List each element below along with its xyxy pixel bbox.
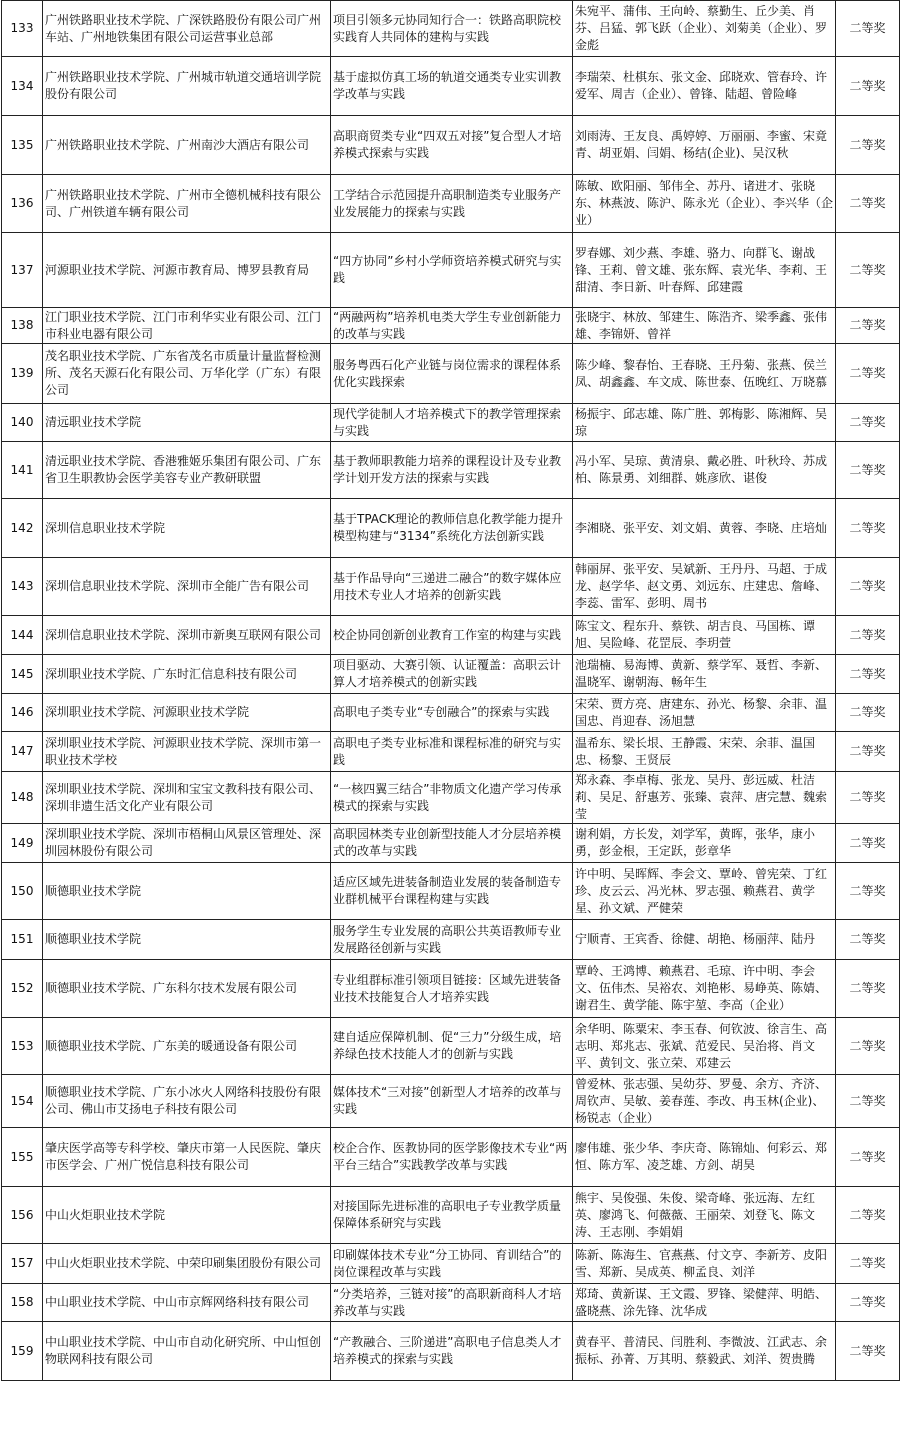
project-name: 服务学生专业发展的高职公共英语教师专业发展路径创新与实践 <box>331 920 573 960</box>
award-level: 二等奖 <box>836 863 900 920</box>
award-level: 二等奖 <box>836 1128 900 1187</box>
completing-units: 深圳信息职业技术学院、深圳市新奥互联网有限公司 <box>43 616 331 655</box>
row-number: 139 <box>2 344 43 404</box>
award-level: 二等奖 <box>836 655 900 694</box>
team-members: 陈新、陈海生、官燕燕、付文亨、李新芳、皮阳雪、郑新、吴成英、柳孟良、刘洋 <box>573 1244 836 1284</box>
completing-units: 深圳职业技术学院、河源职业技术学院 <box>43 694 331 732</box>
team-members: 郑琦、黄新谋、王文霞、罗锋、梁健萍、明皓、盛晓燕、涂先锋、沈华成 <box>573 1284 836 1322</box>
completing-units: 广州铁路职业技术学院、广深铁路股份有限公司广州车站、广州地铁集团有限公司运营事业总部 <box>43 1 331 57</box>
team-members: 宁顺青、王宾香、徐健、胡艳、杨丽萍、陆丹 <box>573 920 836 960</box>
completing-units: 中山火炬职业技术学院、中荣印刷集团股份有限公司 <box>43 1244 331 1284</box>
completing-units: 肇庆医学高等专科学校、肇庆市第一人民医院、肇庆市医学会、广州广悦信息科技有限公司 <box>43 1128 331 1187</box>
table-row <box>2 655 900 694</box>
table-row <box>2 1284 900 1322</box>
table-row <box>2 308 900 344</box>
award-level: 二等奖 <box>836 233 900 308</box>
team-members: 罗春娜、刘少燕、李雄、骆力、向群飞、谢战锋、王莉、曾文雄、张东辉、袁光华、李莉、王甜清、李日新、叶春辉、邱建霞 <box>573 233 836 308</box>
completing-units: 深圳职业技术学院、深圳市梧桐山风景区管理处、深圳园林股份有限公司 <box>43 824 331 863</box>
table-row <box>2 233 900 308</box>
team-members: 廖伟雄、张少华、李庆奇、陈锦灿、何彩云、郑恒、陈方军、凌芝雄、方剑、胡昊 <box>573 1128 836 1187</box>
row-number: 156 <box>2 1187 43 1244</box>
completing-units: 广州铁路职业技术学院、广州南沙大酒店有限公司 <box>43 116 331 175</box>
completing-units: 深圳职业技术学院、广东时汇信息科技有限公司 <box>43 655 331 694</box>
project-name: 对接国际先进标准的高职电子专业教学质量保障体系研究与实践 <box>331 1187 573 1244</box>
team-members: 李瑞荣、杜棋东、张文金、邱晓欢、管春玲、许爱军、周吉（企业）、曾锋、陆超、曾险峰 <box>573 57 836 116</box>
project-name: 适应区域先进装备制造业发展的装备制造专业群机械平台课程构建与实践 <box>331 863 573 920</box>
project-name: 基于虚拟仿真工场的轨道交通类专业实训教学改革与实践 <box>331 57 573 116</box>
table-row <box>2 57 900 116</box>
award-level: 二等奖 <box>836 732 900 772</box>
table-row <box>2 442 900 499</box>
award-level: 二等奖 <box>836 442 900 499</box>
row-number: 145 <box>2 655 43 694</box>
row-number: 140 <box>2 404 43 442</box>
table-row <box>2 175 900 233</box>
table-row <box>2 116 900 175</box>
row-number: 152 <box>2 960 43 1018</box>
team-members: 熊宇、吴俊强、朱俊、梁奇峰、张远海、左红英、廖鸿飞、何薇薇、王丽荣、刘登飞、陈文涛、王志刚、李娟娟 <box>573 1187 836 1244</box>
project-name: “分类培养，三链对接”的高职新商科人才培养改革与实践 <box>331 1284 573 1322</box>
table-row <box>2 1018 900 1075</box>
team-members: 温希东、梁长垠、王静霞、宋荣、余菲、温国忠、杨黎、王贤辰 <box>573 732 836 772</box>
project-name: 基于教师职教能力培养的课程设计及专业教学计划开发方法的探索与实践 <box>331 442 573 499</box>
project-name: 建自适应保障机制、促“三力”分级生成，培养绿色技术技能人才的创新与实践 <box>331 1018 573 1075</box>
project-name: “一核四翼三结合”非物质文化遗产学习传承模式的探索与实践 <box>331 772 573 824</box>
awards-table-body <box>2 1 900 1381</box>
table-row <box>2 772 900 824</box>
table-row <box>2 824 900 863</box>
award-level: 二等奖 <box>836 920 900 960</box>
table-row <box>2 1187 900 1244</box>
table-row <box>2 499 900 558</box>
team-members: 余华明、陈粟宋、李玉春、何钦波、徐言生、高志明、郑兆志、张斌、范爱民、吴治将、肖文平、黄钊文、张立荣、邓建云 <box>573 1018 836 1075</box>
award-level: 二等奖 <box>836 1284 900 1322</box>
completing-units: 江门职业技术学院、江门市利华实业有限公司、江门市科业电器有限公司 <box>43 308 331 344</box>
row-number: 134 <box>2 57 43 116</box>
award-level: 二等奖 <box>836 960 900 1018</box>
project-name: 现代学徒制人才培养模式下的教学管理探索与实践 <box>331 404 573 442</box>
project-name: 印刷媒体技术专业“分工协同、育训结合”的岗位课程改革与实践 <box>331 1244 573 1284</box>
project-name: 高职电子类专业标准和课程标准的研究与实践 <box>331 732 573 772</box>
completing-units: 顺德职业技术学院、广东美的暖通设备有限公司 <box>43 1018 331 1075</box>
award-level: 二等奖 <box>836 175 900 233</box>
award-level: 二等奖 <box>836 772 900 824</box>
team-members: 黄春平、普清民、闫胜利、李微波、江武志、余振标、孙菁、万其明、蔡毅武、刘洋、贺贵腾 <box>573 1322 836 1381</box>
completing-units: 广州铁路职业技术学院、广州市全德机械科技有限公司、广州铁道车辆有限公司 <box>43 175 331 233</box>
award-level: 二等奖 <box>836 1 900 57</box>
project-name: 项目引领多元协同知行合一：铁路高职院校实践育人共同体的建构与实践 <box>331 1 573 57</box>
project-name: 项目驱动、大赛引领、认证覆盖：高职云计算人才培养模式的创新实践 <box>331 655 573 694</box>
completing-units: 中山职业技术学院、中山市京辉网络科技有限公司 <box>43 1284 331 1322</box>
table-row <box>2 1075 900 1128</box>
completing-units: 广州铁路职业技术学院、广州城市轨道交通培训学院股份有限公司 <box>43 57 331 116</box>
row-number: 146 <box>2 694 43 732</box>
row-number: 151 <box>2 920 43 960</box>
award-level: 二等奖 <box>836 1075 900 1128</box>
project-name: 校企协同创新创业教育工作室的构建与实践 <box>331 616 573 655</box>
table-row <box>2 616 900 655</box>
award-level: 二等奖 <box>836 57 900 116</box>
team-members: 李湘晓、张平安、刘文娟、黄蓉、李晓、庄培灿 <box>573 499 836 558</box>
team-members: 韩丽屏、张平安、吴斌新、王丹丹、马超、于成龙、赵学华、赵文勇、刘远东、庄建忠、詹峰、李蕊、雷军、彭明、周书 <box>573 558 836 616</box>
completing-units: 顺德职业技术学院 <box>43 863 331 920</box>
team-members: 张晓宇、林放、邹建生、陈浩齐、梁季鑫、张伟雄、李锦妍、曾祥 <box>573 308 836 344</box>
team-members: 宋荣、贾方亮、唐建东、孙光、杨黎、余菲、温国忠、肖迎春、汤旭慧 <box>573 694 836 732</box>
table-row <box>2 1128 900 1187</box>
row-number: 137 <box>2 233 43 308</box>
award-level: 二等奖 <box>836 1244 900 1284</box>
row-number: 135 <box>2 116 43 175</box>
row-number: 159 <box>2 1322 43 1381</box>
row-number: 148 <box>2 772 43 824</box>
completing-units: 中山火炬职业技术学院 <box>43 1187 331 1244</box>
award-level: 二等奖 <box>836 558 900 616</box>
row-number: 155 <box>2 1128 43 1187</box>
completing-units: 深圳职业技术学院、深圳和宝宝文教科技有限公司、深圳非遗生活文化产业有限公司 <box>43 772 331 824</box>
team-members: 郑永森、李卓梅、张龙、吴丹、彭远威、杜洁莉、吴足、舒惠芳、张臻、袁萍、唐完慧、魏索莹 <box>573 772 836 824</box>
completing-units: 顺德职业技术学院、广东小冰火人网络科技股份有限公司、佛山市艾扬电子科技有限公司 <box>43 1075 331 1128</box>
completing-units: 河源职业技术学院、河源市教育局、博罗县教育局 <box>43 233 331 308</box>
project-name: “四方协同”乡村小学师资培养模式研究与实践 <box>331 233 573 308</box>
team-members: 朱宛平、蒲伟、王向岭、蔡勤生、丘少美、肖芬、吕猛、郭飞跃（企业）、刘菊美（企业）、罗金彪 <box>573 1 836 57</box>
team-members: 杨振宇、邱志雄、陈广胜、郭梅影、陈湘辉、吴琼 <box>573 404 836 442</box>
award-level: 二等奖 <box>836 694 900 732</box>
award-level: 二等奖 <box>836 824 900 863</box>
row-number: 143 <box>2 558 43 616</box>
row-number: 138 <box>2 308 43 344</box>
project-name: “产教融合、三阶递进”高职电子信息类人才培养模式的探索与实践 <box>331 1322 573 1381</box>
table-row <box>2 694 900 732</box>
award-level: 二等奖 <box>836 344 900 404</box>
table-row <box>2 1244 900 1284</box>
team-members: 陈敏、欧阳丽、邹伟全、苏丹、诸进才、张晓东、林燕波、陈沪、陈永光（企业）、李兴华（企业） <box>573 175 836 233</box>
project-name: 基于作品导向“三递进二融合”的数字媒体应用技术专业人才培养的创新实践 <box>331 558 573 616</box>
table-row <box>2 1322 900 1381</box>
team-members: 冯小军、吴琼、黄清泉、戴必胜、叶秋玲、苏成柏、陈景勇、刘细群、姚彦欣、谌俊 <box>573 442 836 499</box>
awards-table <box>1 0 900 1381</box>
completing-units: 深圳信息职业技术学院 <box>43 499 331 558</box>
row-number: 154 <box>2 1075 43 1128</box>
table-row <box>2 863 900 920</box>
project-name: 高职电子类专业“专创融合”的探索与实践 <box>331 694 573 732</box>
row-number: 141 <box>2 442 43 499</box>
completing-units: 清远职业技术学院 <box>43 404 331 442</box>
project-name: 校企合作、医教协同的医学影像技术专业“两平台三结合”实践教学改革与实践 <box>331 1128 573 1187</box>
row-number: 153 <box>2 1018 43 1075</box>
team-members: 许中明、吴晖辉、李会文、覃岭、曾宪荣、丁红珍、皮云云、冯光林、罗志强、赖燕君、黄学星、孙文斌、严健荣 <box>573 863 836 920</box>
table-row <box>2 732 900 772</box>
project-name: 高职商贸类专业“四双五对接”复合型人才培养模式探索与实践 <box>331 116 573 175</box>
team-members: 陈少峰、黎春怡、王春晓、王丹菊、张燕、侯兰凤、胡鑫鑫、车文成、陈世泰、伍晚红、万晓慕 <box>573 344 836 404</box>
project-name: “两融两构”培养机电类大学生专业创新能力的改革与实践 <box>331 308 573 344</box>
team-members: 谢利娟，方长发，刘学军，黄晖，张华，康小勇，彭金根，王定跃，彭章华 <box>573 824 836 863</box>
team-members: 刘雨涛、王友良、禹婷婷、万丽丽、李蜜、宋竟青、胡亚娟、闫娟、杨结(企业)、吴汉秋 <box>573 116 836 175</box>
table-row <box>2 404 900 442</box>
completing-units: 茂名职业技术学院、广东省茂名市质量计量监督检测所、茂名天源石化有限公司、万华化学（广东）有限公司 <box>43 344 331 404</box>
team-members: 曾爱林、张志强、吴幼芬、罗曼、余方、齐济、周钦声、吴敏、姜春莲、李改、冉玉林(企业)、杨锐志（企业） <box>573 1075 836 1128</box>
table-row <box>2 1 900 57</box>
row-number: 136 <box>2 175 43 233</box>
completing-units: 深圳职业技术学院、河源职业技术学院、深圳市第一职业技术学校 <box>43 732 331 772</box>
award-level: 二等奖 <box>836 116 900 175</box>
completing-units: 中山职业技术学院、中山市自动化研究所、中山恒创物联网科技有限公司 <box>43 1322 331 1381</box>
row-number: 133 <box>2 1 43 57</box>
table-row <box>2 558 900 616</box>
completing-units: 深圳信息职业技术学院、深圳市全能广告有限公司 <box>43 558 331 616</box>
completing-units: 清远职业技术学院、香港雅姬乐集团有限公司、广东省卫生职教协会医学美容专业产教研联盟 <box>43 442 331 499</box>
row-number: 149 <box>2 824 43 863</box>
project-name: 基于TPACK理论的教师信息化教学能力提升模型构建与“3134”系统化方法创新实践 <box>331 499 573 558</box>
project-name: 工学结合示范园提升高职制造类专业服务产业发展能力的探索与实践 <box>331 175 573 233</box>
row-number: 142 <box>2 499 43 558</box>
award-level: 二等奖 <box>836 308 900 344</box>
project-name: 高职园林类专业创新型技能人才分层培养模式的改革与实践 <box>331 824 573 863</box>
award-level: 二等奖 <box>836 404 900 442</box>
award-level: 二等奖 <box>836 499 900 558</box>
project-name: 服务粤西石化产业链与岗位需求的课程体系优化实践探索 <box>331 344 573 404</box>
award-level: 二等奖 <box>836 1187 900 1244</box>
table-row <box>2 920 900 960</box>
team-members: 覃岭、王鸿博、赖燕君、毛琼、许中明、李会文、伍伟杰、吴裕农、刘艳彬、易峥英、陈婧、谢君生、黄学能、陈宇堃、李高（企业） <box>573 960 836 1018</box>
row-number: 157 <box>2 1244 43 1284</box>
award-level: 二等奖 <box>836 1018 900 1075</box>
award-level: 二等奖 <box>836 616 900 655</box>
team-members: 陈宝文、程东升、蔡铁、胡吉良、马国栋、谭旭、吴险峰、花罡辰、李玥萱 <box>573 616 836 655</box>
row-number: 144 <box>2 616 43 655</box>
team-members: 池瑞楠、易海博、黄新、蔡学军、聂哲、李新、温晓军、谢朝海、畅年生 <box>573 655 836 694</box>
row-number: 158 <box>2 1284 43 1322</box>
row-number: 150 <box>2 863 43 920</box>
award-level: 二等奖 <box>836 1322 900 1381</box>
completing-units: 顺德职业技术学院、广东科尔技术发展有限公司 <box>43 960 331 1018</box>
row-number: 147 <box>2 732 43 772</box>
project-name: 专业组群标准引领项目链接：区域先进装备业技术技能复合人才培养实践 <box>331 960 573 1018</box>
table-row <box>2 344 900 404</box>
table-row <box>2 960 900 1018</box>
completing-units: 顺德职业技术学院 <box>43 920 331 960</box>
project-name: 媒体技术“三对接”创新型人才培养的改革与实践 <box>331 1075 573 1128</box>
